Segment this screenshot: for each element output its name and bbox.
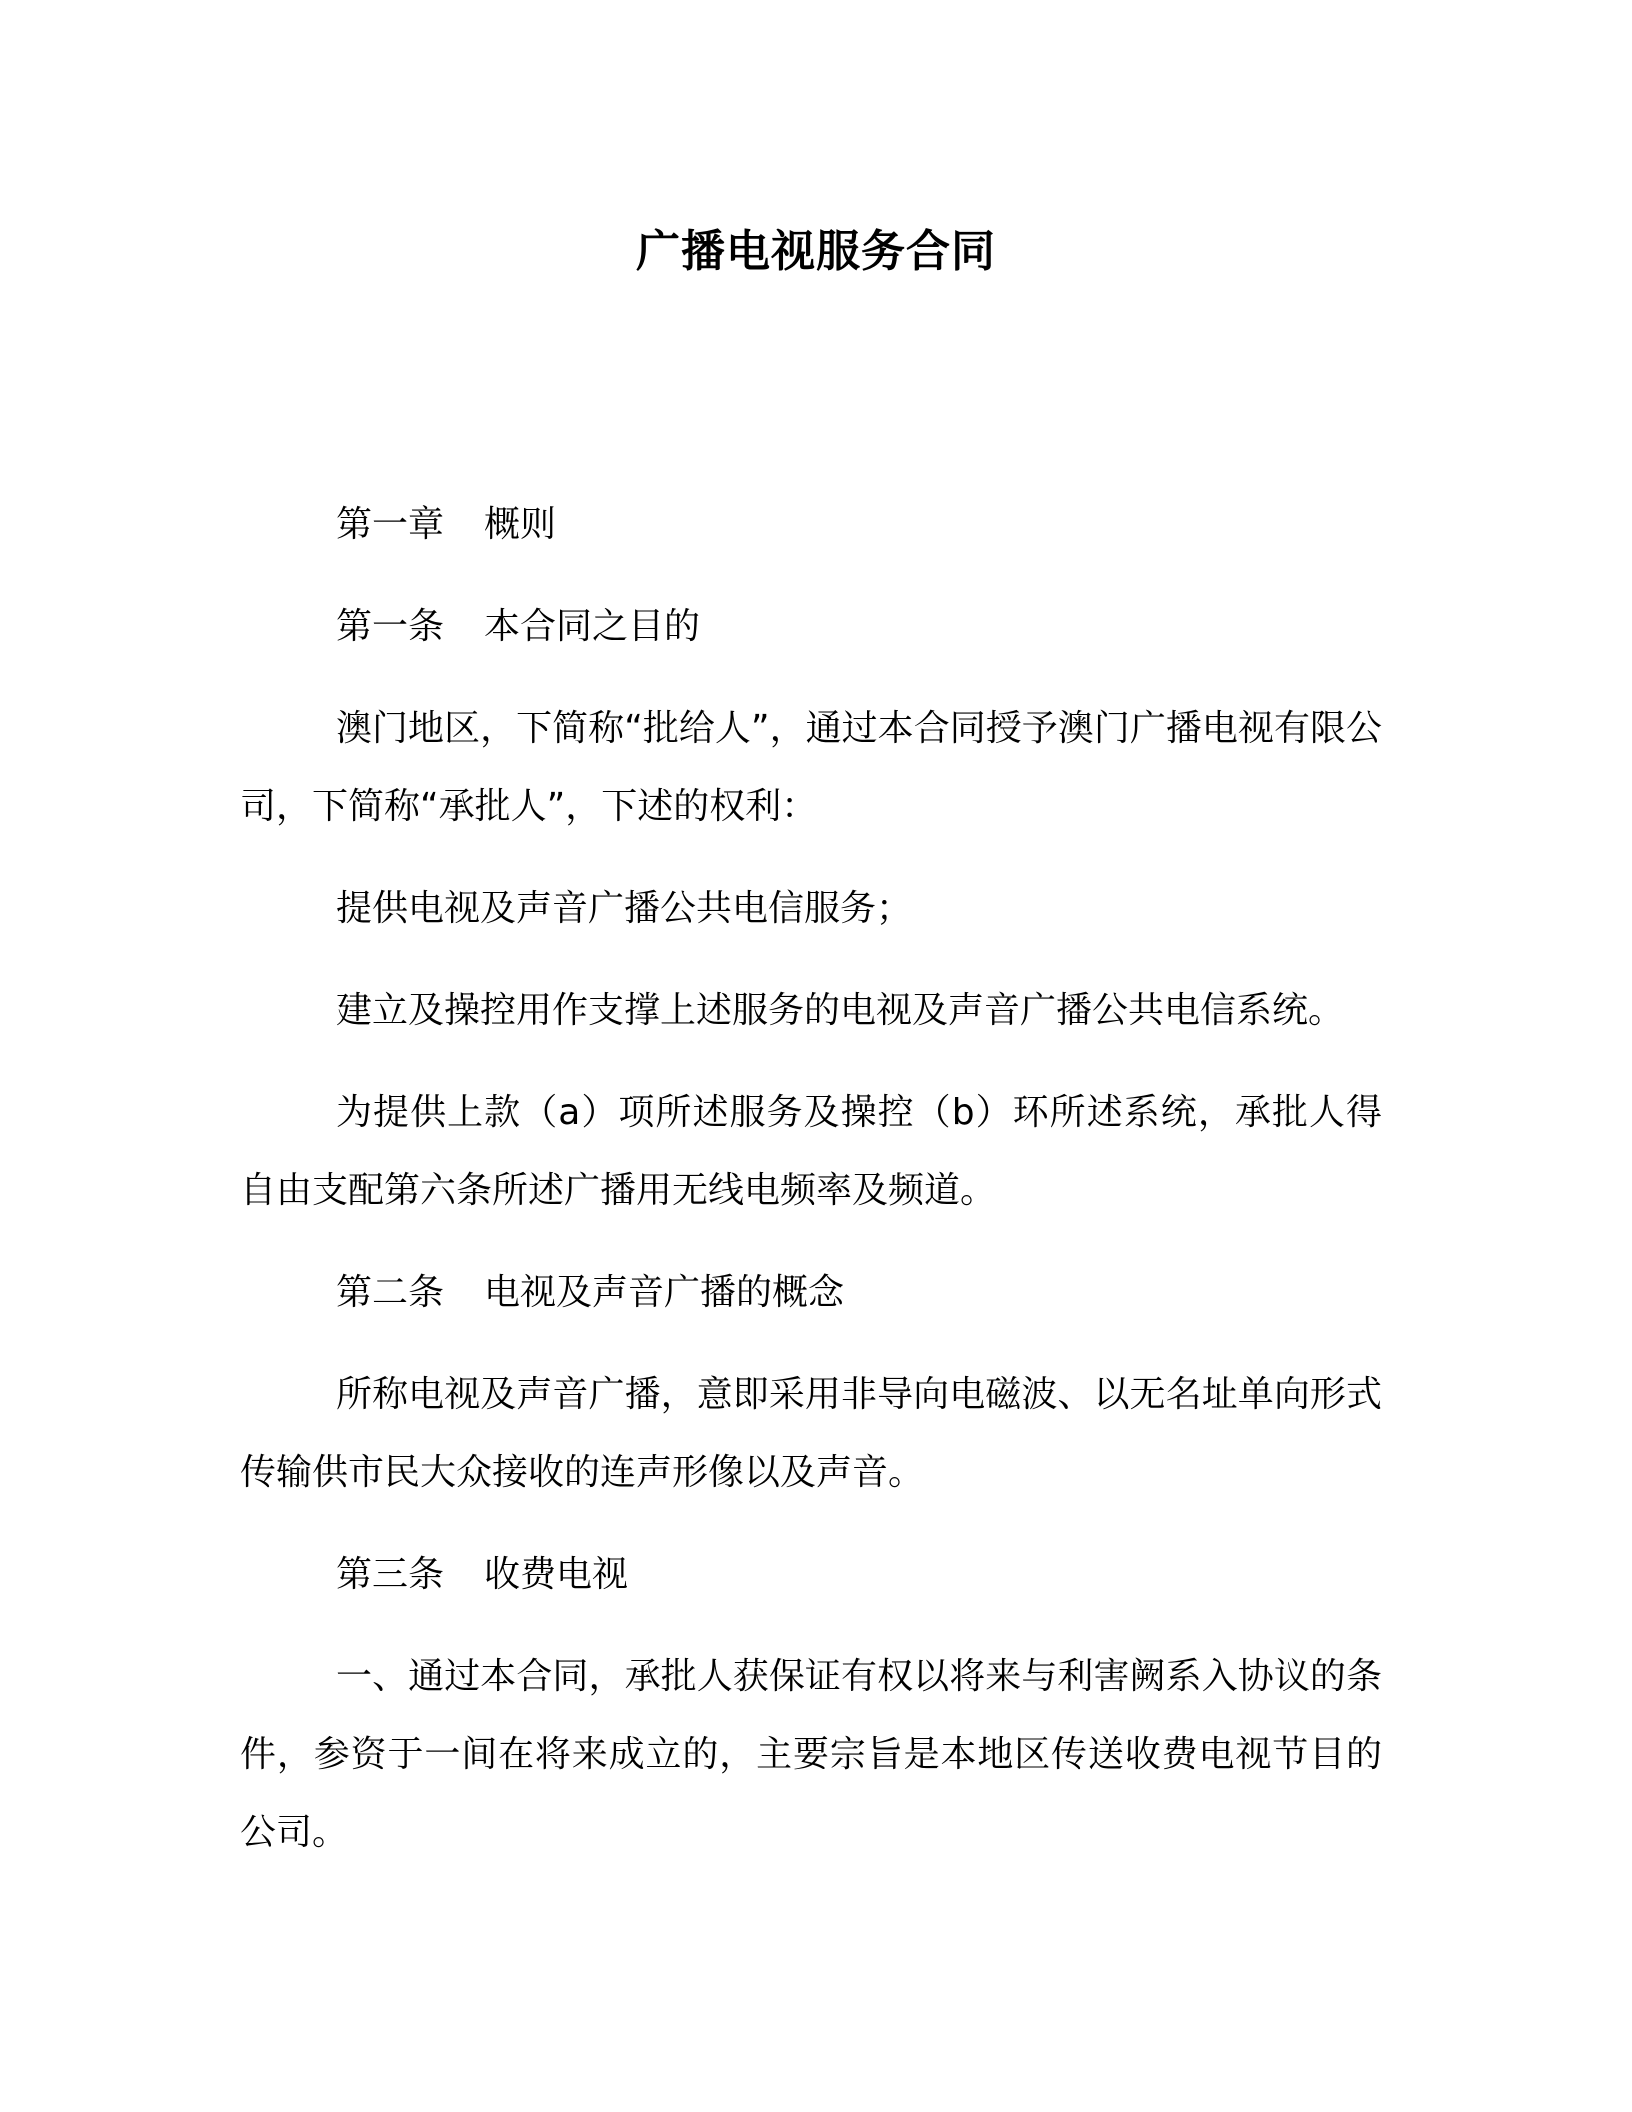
article-title: 本合同之目的	[484, 606, 701, 647]
chapter-title: 概则	[484, 504, 557, 545]
article-title: 电视及声音广播的概念	[484, 1272, 845, 1313]
article-label: 第二条	[336, 1272, 445, 1313]
article-heading	[240, 588, 1382, 666]
paragraph: 一、通过本合同，承批人获保证有权以将来与利害阙系入协议的条件，参资于一间在将来成立的，主要宗旨是本地区传送收费电视节目的公司。	[240, 1656, 1382, 1853]
article-label: 第三条	[336, 1554, 445, 1595]
chapter-heading	[240, 486, 1382, 564]
paragraph: 建立及操控用作支撑上述服务的电视及声音广播公共电信系统。	[336, 990, 1345, 1031]
article-heading	[240, 1254, 1382, 1332]
paragraph: 所称电视及声音广播，意即采用非导向电磁波、以无名址单向形式传输供市民大众接收的连声形像以及声音。	[240, 1374, 1382, 1493]
chapter-label: 第一章	[336, 504, 445, 545]
article-title: 收费电视	[484, 1554, 629, 1595]
paragraph: 提供电视及声音广播公共电信服务；	[336, 888, 913, 929]
paragraph: 澳门地区，下简称“批给人”，通过本合同授予澳门广播电视有限公司，下简称“承批人”，下述的权利：	[240, 708, 1382, 827]
document-title: 广播电视服务合同	[636, 226, 996, 277]
article-heading	[240, 1536, 1382, 1614]
document-body	[240, 486, 1382, 1896]
article-label: 第一条	[336, 606, 445, 647]
paragraph: 为提供上款（a）项所述服务及操控（b）环所述系统，承批人得自由支配第六条所述广播用无线电频率及频道。	[240, 1092, 1382, 1211]
